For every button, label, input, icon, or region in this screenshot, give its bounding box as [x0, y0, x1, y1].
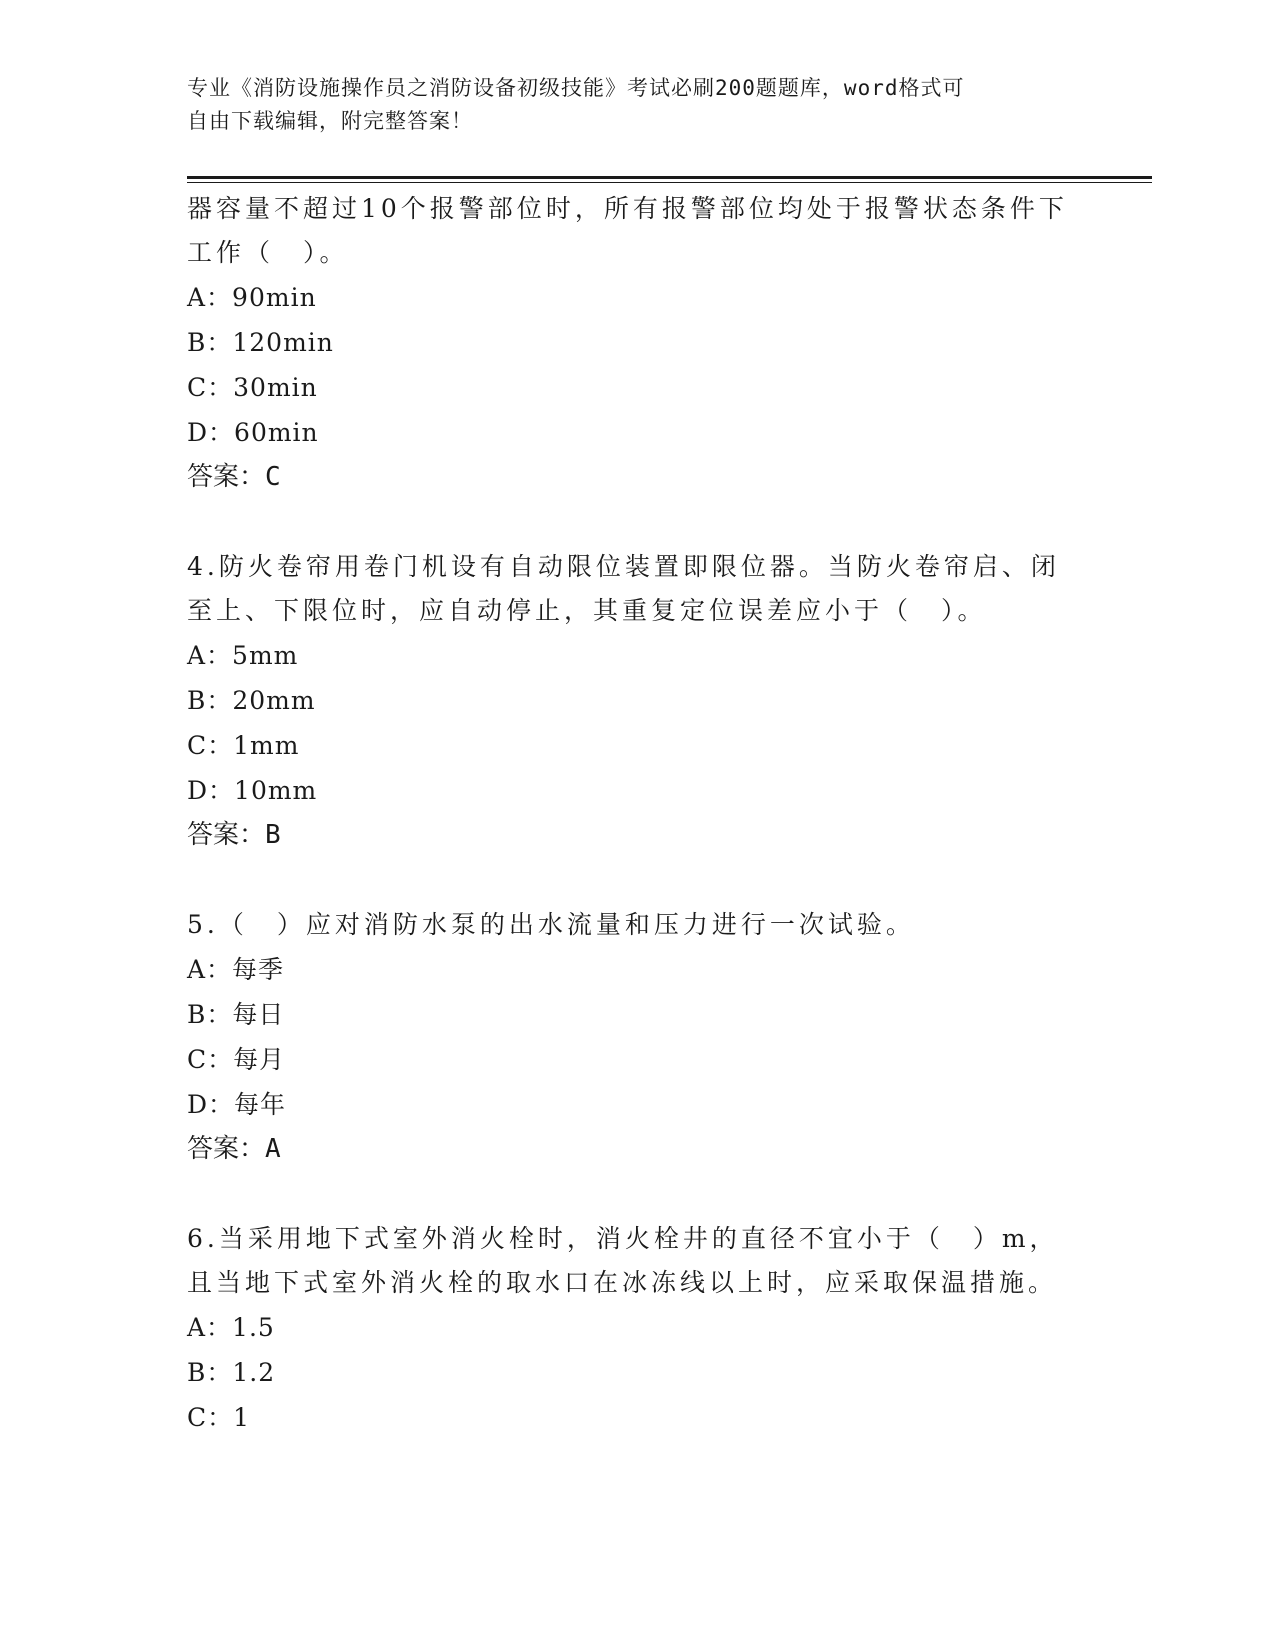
- question-list: [187, 187, 1087, 1440]
- answer-line: 答案：B: [187, 820, 281, 850]
- question-5: [187, 903, 1087, 1171]
- option-c: C：30min: [187, 373, 318, 402]
- question-stem: 4.防火卷帘用卷门机设有自动限位装置即限位器。当防火卷帘启、闭至上、下限位时，应自动停止，其重复定位误差应小于（ ）。: [187, 552, 1060, 625]
- document-header: [187, 72, 1067, 138]
- header-title-line-2: 自由下载编辑，附完整答案！: [187, 109, 473, 133]
- header-divider-thin: [187, 182, 1152, 183]
- option-a: A：每季: [187, 955, 285, 984]
- answer-line: 答案：C: [187, 462, 281, 492]
- header-title-line-1: 专业《消防设施操作员之消防设备初级技能》考试必刷200题题库，word格式可: [187, 76, 965, 100]
- option-c: C：1mm: [187, 731, 300, 760]
- question-3: [187, 187, 1087, 499]
- question-stem: 6.当采用地下式室外消火栓时，消火栓井的直径不宜小于（ ）m，且当地下式室外消火栓的取水口在冰冻线以上时，应采取保温措施。: [187, 1224, 1059, 1297]
- option-b: B：20mm: [187, 686, 316, 715]
- option-b: B：每日: [187, 1000, 285, 1029]
- option-a: A：5mm: [187, 641, 299, 670]
- question-6: [187, 1217, 1087, 1440]
- option-b: B：120min: [187, 328, 334, 357]
- option-c: C：1: [187, 1403, 251, 1432]
- option-d: D：60min: [187, 418, 319, 447]
- question-4: [187, 545, 1087, 857]
- option-b: B：1.2: [187, 1358, 276, 1387]
- answer-line: 答案：A: [187, 1134, 281, 1164]
- option-a: A：90min: [187, 283, 317, 312]
- header-divider-thick: [187, 176, 1152, 179]
- option-d: D：10mm: [187, 776, 318, 805]
- option-a: A：1.5: [187, 1313, 275, 1342]
- option-c: C：每月: [187, 1045, 286, 1074]
- question-stem: 5.（ ）应对消防水泵的出水流量和压力进行一次试验。: [187, 910, 915, 939]
- question-stem: 器容量不超过10个报警部位时，所有报警部位均处于报警状态条件下工作（ ）。: [187, 194, 1068, 267]
- option-d: D：每年: [187, 1090, 287, 1119]
